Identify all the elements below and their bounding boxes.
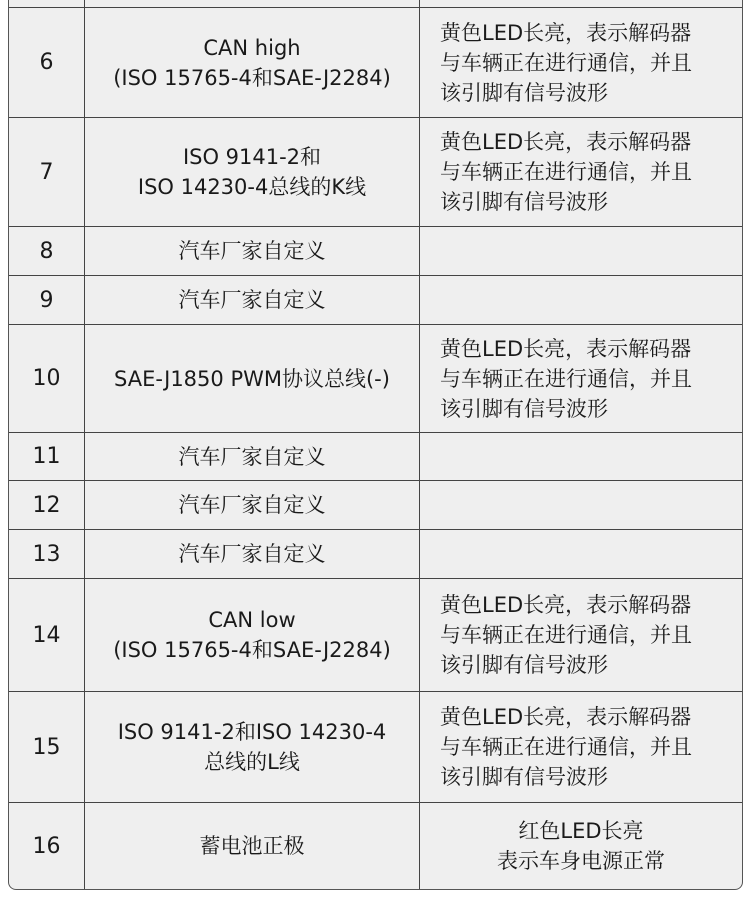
led-description [420, 227, 742, 275]
pin-function: CAN low (ISO 15765-4和SAE-J2284) [113, 608, 391, 662]
table-row [9, 691, 742, 802]
led-description: 黄色LED长亮，表示解码器 与车辆正在进行通信，并且 该引脚有信号波形 [440, 705, 692, 789]
led-description: 黄色LED长亮，表示解码器 与车辆正在进行通信，并且 该引脚有信号波形 [440, 593, 692, 677]
table-row [9, 432, 742, 480]
pin-number: 16 [32, 833, 61, 859]
table-row [9, 480, 742, 529]
pin-number: 10 [32, 366, 61, 391]
pin-function: 汽车厂家自定义 [178, 493, 326, 517]
led-description: 红色LED长亮 表示车身电源正常 [497, 819, 665, 873]
pin-function: 汽车厂家自定义 [178, 444, 326, 469]
pin-function: 蓄电池正极 [199, 834, 305, 858]
pin-number: 11 [32, 444, 61, 469]
pin-table [8, 0, 743, 890]
led-description: 黄色LED长亮，表示解码器 与车辆正在进行通信，并且 该引脚有信号波形 [440, 336, 692, 421]
led-description: 黄色LED长亮，表示解码器 与车辆正在进行通信，并且 该引脚有信号波形 [440, 20, 692, 105]
led-description: 黄色LED长亮，表示解码器 与车辆正在进行通信，并且 该引脚有信号波形 [440, 130, 692, 214]
led-description [420, 481, 742, 529]
table-row [9, 226, 742, 275]
pin-function: CAN high (ISO 15765-4和SAE-J2284) [113, 35, 391, 90]
pin-function: ISO 9141-2和 ISO 14230-4总线的K线 [137, 145, 367, 199]
table-row [9, 324, 742, 432]
pin-number: 13 [32, 541, 61, 567]
pin-number: 14 [32, 622, 61, 648]
pin-number: 7 [39, 159, 54, 185]
table-row [9, 529, 742, 578]
table-row [9, 0, 742, 7]
table-row [9, 7, 742, 117]
led-description [420, 433, 742, 480]
led-description [420, 276, 742, 324]
pin-number: 12 [32, 492, 61, 518]
pin-function: ISO 9141-2和ISO 14230-4 总线的L线 [117, 720, 387, 774]
pin-number: 15 [32, 734, 61, 760]
table-row [9, 802, 742, 889]
pin-number: 8 [39, 238, 54, 264]
pin-function: SAE-J1850 PWM协议总线(-) [114, 366, 390, 391]
pin-function: 汽车厂家自定义 [178, 542, 326, 566]
table-row [9, 578, 742, 691]
pin-function: 汽车厂家自定义 [178, 288, 326, 312]
table-row [9, 275, 742, 324]
pin-function: 汽车厂家自定义 [178, 239, 326, 263]
led-description [420, 530, 742, 578]
pin-number: 6 [39, 50, 54, 75]
pin-number: 9 [39, 287, 54, 313]
table-row [9, 117, 742, 226]
